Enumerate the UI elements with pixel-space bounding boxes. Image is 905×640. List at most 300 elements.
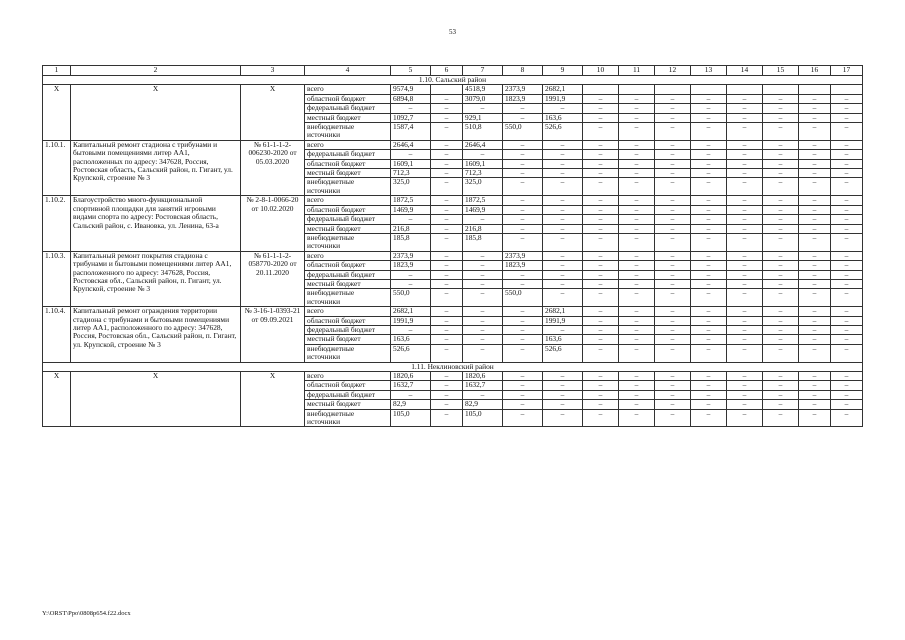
amount-cell: – bbox=[655, 233, 691, 251]
amount-cell: – bbox=[727, 215, 763, 224]
item-number: 1.10.3. bbox=[43, 251, 71, 306]
amount-cell: – bbox=[799, 400, 831, 409]
amount-cell: – bbox=[799, 215, 831, 224]
amount-cell: – bbox=[619, 307, 655, 316]
amount-cell: 82,9 bbox=[463, 400, 503, 409]
amount-cell: – bbox=[503, 196, 543, 205]
amount-cell: – bbox=[655, 381, 691, 390]
amount-cell: – bbox=[691, 381, 727, 390]
amount-cell: – bbox=[799, 289, 831, 307]
amount-cell: – bbox=[619, 178, 655, 196]
amount-cell: – bbox=[763, 316, 799, 325]
amount-cell: – bbox=[583, 335, 619, 344]
amount-cell: – bbox=[831, 215, 863, 224]
amount-cell: – bbox=[799, 261, 831, 270]
amount-cell: – bbox=[831, 169, 863, 178]
item-number: X bbox=[43, 372, 71, 427]
amount-cell: – bbox=[799, 104, 831, 113]
amount-cell: – bbox=[463, 261, 503, 270]
amount-cell: 929,1 bbox=[463, 113, 503, 122]
object-name: Капитальный ремонт стадиона с трибунами и бытовыми помещениями литер АА1, расположенных по адресу: 347628, Россия, Ростовская область, Сальский район, п. Гигант, ул. Крупской, строение № 3 bbox=[71, 140, 241, 195]
amount-cell: – bbox=[463, 104, 503, 113]
amount-cell: – bbox=[691, 159, 727, 168]
amount-cell: – bbox=[583, 381, 619, 390]
amount-cell: – bbox=[831, 123, 863, 141]
amount-cell: – bbox=[831, 400, 863, 409]
amount-cell: – bbox=[655, 140, 691, 149]
section-title: 1.11. Неклиновский район bbox=[43, 362, 863, 371]
amount-cell: – bbox=[799, 205, 831, 214]
amount-cell: 325,0 bbox=[391, 178, 431, 196]
table-row bbox=[43, 307, 863, 316]
amount-cell: – bbox=[727, 224, 763, 233]
amount-cell: – bbox=[691, 233, 727, 251]
amount-cell: – bbox=[619, 335, 655, 344]
funding-source: федеральный бюджет bbox=[305, 150, 391, 159]
funding-source: федеральный бюджет bbox=[305, 325, 391, 334]
amount-cell: – bbox=[831, 261, 863, 270]
amount-cell: – bbox=[583, 251, 619, 260]
amount-cell: – bbox=[431, 307, 463, 316]
amount-cell: 1823,9 bbox=[503, 261, 543, 270]
amount-cell: – bbox=[831, 381, 863, 390]
amount-cell: – bbox=[619, 289, 655, 307]
expertise-document: № 3-16-1-0393-21 от 09.09.2021 bbox=[241, 307, 305, 362]
amount-cell: 163,6 bbox=[543, 113, 583, 122]
amount-cell: – bbox=[655, 261, 691, 270]
amount-cell: 1092,7 bbox=[391, 113, 431, 122]
amount-cell: – bbox=[727, 400, 763, 409]
amount-cell: – bbox=[799, 390, 831, 399]
funding-source: всего bbox=[305, 307, 391, 316]
amount-cell: 1609,1 bbox=[463, 159, 503, 168]
amount-cell: – bbox=[583, 289, 619, 307]
amount-cell: – bbox=[691, 104, 727, 113]
amount-cell: – bbox=[431, 289, 463, 307]
section-title: 1.10. Сальский район bbox=[43, 76, 863, 85]
file-path-footer: Y:\ORST\Ppo\0808p654.f22.docx bbox=[42, 610, 131, 617]
amount-cell: – bbox=[503, 233, 543, 251]
amount-cell: – bbox=[691, 390, 727, 399]
amount-cell: – bbox=[619, 261, 655, 270]
amount-cell: – bbox=[655, 251, 691, 260]
amount-cell: – bbox=[727, 140, 763, 149]
amount-cell: – bbox=[619, 381, 655, 390]
amount-cell: – bbox=[727, 372, 763, 381]
amount-cell: 1632,7 bbox=[391, 381, 431, 390]
amount-cell: 105,0 bbox=[463, 409, 503, 427]
amount-cell bbox=[727, 85, 763, 94]
amount-cell: – bbox=[727, 325, 763, 334]
amount-cell: – bbox=[463, 279, 503, 288]
amount-cell: 3079,0 bbox=[463, 94, 503, 103]
expertise-document: X bbox=[241, 85, 305, 140]
amount-cell: – bbox=[727, 104, 763, 113]
amount-cell bbox=[763, 85, 799, 94]
amount-cell bbox=[619, 85, 655, 94]
amount-cell: – bbox=[431, 169, 463, 178]
amount-cell: 712,3 bbox=[463, 169, 503, 178]
amount-cell: – bbox=[727, 316, 763, 325]
amount-cell: – bbox=[431, 159, 463, 168]
amount-cell: – bbox=[763, 224, 799, 233]
column-number: 9 bbox=[543, 66, 583, 76]
amount-cell: 1991,9 bbox=[391, 316, 431, 325]
amount-cell: – bbox=[727, 390, 763, 399]
column-number: 3 bbox=[241, 66, 305, 76]
amount-cell: 185,8 bbox=[463, 233, 503, 251]
amount-cell: – bbox=[763, 233, 799, 251]
amount-cell: – bbox=[503, 113, 543, 122]
amount-cell: 163,6 bbox=[543, 335, 583, 344]
amount-cell: – bbox=[799, 409, 831, 427]
item-number: X bbox=[43, 85, 71, 140]
funding-source: внебюджетные источники bbox=[305, 123, 391, 141]
expertise-document: № 61-1-1-2-006230-2020 от 05.03.2020 bbox=[241, 140, 305, 195]
amount-cell: – bbox=[799, 372, 831, 381]
amount-cell: – bbox=[799, 196, 831, 205]
amount-cell: – bbox=[619, 123, 655, 141]
amount-cell: – bbox=[727, 409, 763, 427]
column-number: 4 bbox=[305, 66, 391, 76]
column-number: 17 bbox=[831, 66, 863, 76]
amount-cell: – bbox=[727, 205, 763, 214]
amount-cell: – bbox=[583, 140, 619, 149]
amount-cell: – bbox=[619, 279, 655, 288]
amount-cell: – bbox=[431, 251, 463, 260]
amount-cell: 526,6 bbox=[543, 344, 583, 362]
amount-cell: – bbox=[391, 104, 431, 113]
amount-cell: 550,0 bbox=[503, 123, 543, 141]
funding-source: всего bbox=[305, 372, 391, 381]
amount-cell: – bbox=[691, 150, 727, 159]
amount-cell: – bbox=[503, 335, 543, 344]
amount-cell: – bbox=[655, 270, 691, 279]
amount-cell: 1872,5 bbox=[391, 196, 431, 205]
amount-cell: 185,8 bbox=[391, 233, 431, 251]
amount-cell: 2682,1 bbox=[543, 85, 583, 94]
financing-table bbox=[42, 65, 863, 427]
amount-cell: – bbox=[391, 325, 431, 334]
amount-cell: – bbox=[543, 104, 583, 113]
amount-cell: – bbox=[583, 215, 619, 224]
amount-cell: – bbox=[619, 205, 655, 214]
amount-cell: – bbox=[831, 159, 863, 168]
amount-cell: – bbox=[691, 400, 727, 409]
amount-cell: – bbox=[763, 104, 799, 113]
amount-cell: – bbox=[543, 390, 583, 399]
amount-cell: – bbox=[799, 178, 831, 196]
column-number: 13 bbox=[691, 66, 727, 76]
amount-cell: – bbox=[503, 279, 543, 288]
amount-cell: – bbox=[619, 409, 655, 427]
amount-cell: – bbox=[727, 307, 763, 316]
amount-cell: – bbox=[691, 279, 727, 288]
amount-cell: – bbox=[799, 316, 831, 325]
funding-source: внебюджетные источники bbox=[305, 289, 391, 307]
amount-cell: – bbox=[727, 344, 763, 362]
amount-cell: – bbox=[727, 251, 763, 260]
amount-cell: – bbox=[691, 270, 727, 279]
column-number: 12 bbox=[655, 66, 691, 76]
amount-cell: – bbox=[431, 196, 463, 205]
amount-cell: – bbox=[691, 261, 727, 270]
amount-cell: – bbox=[831, 409, 863, 427]
amount-cell: – bbox=[655, 409, 691, 427]
amount-cell: – bbox=[583, 261, 619, 270]
amount-cell: – bbox=[583, 113, 619, 122]
amount-cell: – bbox=[583, 205, 619, 214]
amount-cell: 1991,9 bbox=[543, 316, 583, 325]
amount-cell: – bbox=[727, 289, 763, 307]
amount-cell: – bbox=[691, 169, 727, 178]
amount-cell: – bbox=[583, 150, 619, 159]
amount-cell: – bbox=[655, 196, 691, 205]
amount-cell: 216,8 bbox=[391, 224, 431, 233]
amount-cell: – bbox=[619, 196, 655, 205]
amount-cell: – bbox=[431, 104, 463, 113]
amount-cell: – bbox=[691, 140, 727, 149]
amount-cell: – bbox=[583, 224, 619, 233]
amount-cell: – bbox=[431, 344, 463, 362]
object-name: Капитальный ремонт ограждения территории стадиона с трибунами и бытовыми помещениями литер АА1, расположенного по адресу: 347628, Россия, Ростовская обл., Сальский район, п. Гигант, ул. Крупской, строение № 3 bbox=[71, 307, 241, 362]
amount-cell: 4518,9 bbox=[463, 85, 503, 94]
amount-cell: – bbox=[831, 344, 863, 362]
amount-cell: – bbox=[619, 159, 655, 168]
column-number: 2 bbox=[71, 66, 241, 76]
amount-cell: – bbox=[799, 140, 831, 149]
amount-cell: – bbox=[763, 390, 799, 399]
amount-cell: – bbox=[583, 307, 619, 316]
amount-cell: – bbox=[583, 178, 619, 196]
table-row bbox=[43, 140, 863, 149]
amount-cell: – bbox=[655, 224, 691, 233]
amount-cell: – bbox=[463, 270, 503, 279]
amount-cell: – bbox=[503, 325, 543, 334]
amount-cell: – bbox=[619, 140, 655, 149]
amount-cell: – bbox=[619, 390, 655, 399]
amount-cell: – bbox=[831, 307, 863, 316]
amount-cell: – bbox=[799, 94, 831, 103]
amount-cell: – bbox=[727, 113, 763, 122]
amount-cell: – bbox=[655, 325, 691, 334]
amount-cell: – bbox=[619, 169, 655, 178]
amount-cell: – bbox=[431, 261, 463, 270]
amount-cell: – bbox=[463, 335, 503, 344]
amount-cell: – bbox=[463, 325, 503, 334]
amount-cell: 526,6 bbox=[391, 344, 431, 362]
amount-cell: – bbox=[391, 215, 431, 224]
column-number: 11 bbox=[619, 66, 655, 76]
amount-cell: – bbox=[431, 94, 463, 103]
amount-cell: – bbox=[727, 270, 763, 279]
column-number: 15 bbox=[763, 66, 799, 76]
amount-cell: 2646,4 bbox=[391, 140, 431, 149]
amount-cell: – bbox=[799, 150, 831, 159]
amount-cell: – bbox=[583, 270, 619, 279]
amount-cell: – bbox=[655, 113, 691, 122]
amount-cell: 1820,6 bbox=[463, 372, 503, 381]
item-number: 1.10.4. bbox=[43, 307, 71, 362]
amount-cell: – bbox=[831, 233, 863, 251]
amount-cell: 1820,6 bbox=[391, 372, 431, 381]
amount-cell bbox=[799, 85, 831, 94]
table-row bbox=[43, 251, 863, 260]
amount-cell bbox=[655, 85, 691, 94]
funding-source: местный бюджет bbox=[305, 169, 391, 178]
amount-cell: – bbox=[763, 344, 799, 362]
amount-cell: – bbox=[655, 344, 691, 362]
amount-cell: – bbox=[503, 344, 543, 362]
amount-cell: – bbox=[655, 178, 691, 196]
table-row bbox=[43, 372, 863, 381]
amount-cell: – bbox=[503, 316, 543, 325]
object-name: X bbox=[71, 85, 241, 140]
amount-cell: – bbox=[799, 233, 831, 251]
funding-source: внебюджетные источники bbox=[305, 409, 391, 427]
amount-cell: – bbox=[503, 409, 543, 427]
amount-cell: – bbox=[503, 372, 543, 381]
amount-cell: – bbox=[655, 316, 691, 325]
amount-cell: – bbox=[799, 113, 831, 122]
object-name: Благоустройство много-функциональной спортивной площадки для занятий игровыми видами спорта по адресу: Ростовская область, Сальский район, с. Ивановка, ул. Ленина, 63-а bbox=[71, 196, 241, 251]
amount-cell: – bbox=[763, 123, 799, 141]
amount-cell: – bbox=[727, 169, 763, 178]
amount-cell: – bbox=[691, 205, 727, 214]
amount-cell: – bbox=[583, 94, 619, 103]
amount-cell: – bbox=[763, 400, 799, 409]
item-number: 1.10.1. bbox=[43, 140, 71, 195]
amount-cell: – bbox=[691, 335, 727, 344]
amount-cell: – bbox=[727, 150, 763, 159]
amount-cell: 2682,1 bbox=[543, 307, 583, 316]
amount-cell: – bbox=[691, 196, 727, 205]
amount-cell: – bbox=[503, 307, 543, 316]
amount-cell: – bbox=[655, 390, 691, 399]
amount-cell: – bbox=[431, 325, 463, 334]
amount-cell: – bbox=[543, 215, 583, 224]
funding-source: федеральный бюджет bbox=[305, 390, 391, 399]
amount-cell: 6894,8 bbox=[391, 94, 431, 103]
amount-cell: – bbox=[503, 224, 543, 233]
amount-cell: – bbox=[543, 270, 583, 279]
amount-cell: 325,0 bbox=[463, 178, 503, 196]
amount-cell: – bbox=[543, 233, 583, 251]
amount-cell: – bbox=[691, 113, 727, 122]
amount-cell: – bbox=[503, 381, 543, 390]
amount-cell: – bbox=[583, 123, 619, 141]
amount-cell: – bbox=[619, 150, 655, 159]
amount-cell: – bbox=[431, 178, 463, 196]
amount-cell: – bbox=[583, 400, 619, 409]
amount-cell: – bbox=[655, 335, 691, 344]
amount-cell: 9574,9 bbox=[391, 85, 431, 94]
amount-cell: – bbox=[831, 178, 863, 196]
amount-cell: – bbox=[543, 196, 583, 205]
amount-cell: – bbox=[763, 372, 799, 381]
amount-cell: – bbox=[763, 94, 799, 103]
column-number: 10 bbox=[583, 66, 619, 76]
amount-cell: – bbox=[799, 335, 831, 344]
amount-cell: – bbox=[655, 205, 691, 214]
amount-cell: – bbox=[691, 372, 727, 381]
amount-cell: – bbox=[727, 159, 763, 168]
amount-cell: – bbox=[543, 381, 583, 390]
amount-cell: 2646,4 bbox=[463, 140, 503, 149]
amount-cell: – bbox=[655, 104, 691, 113]
amount-cell: – bbox=[799, 224, 831, 233]
amount-cell: – bbox=[691, 325, 727, 334]
amount-cell: – bbox=[763, 251, 799, 260]
amount-cell: – bbox=[831, 150, 863, 159]
amount-cell: – bbox=[431, 270, 463, 279]
section-header-row bbox=[43, 362, 863, 371]
amount-cell: – bbox=[503, 150, 543, 159]
amount-cell: – bbox=[763, 178, 799, 196]
amount-cell bbox=[431, 85, 463, 94]
amount-cell: 1587,4 bbox=[391, 123, 431, 141]
amount-cell: – bbox=[503, 140, 543, 149]
amount-cell: – bbox=[543, 400, 583, 409]
funding-source: федеральный бюджет bbox=[305, 215, 391, 224]
funding-source: местный бюджет bbox=[305, 400, 391, 409]
amount-cell: 1823,9 bbox=[391, 261, 431, 270]
amount-cell: 712,3 bbox=[391, 169, 431, 178]
amount-cell: – bbox=[799, 123, 831, 141]
funding-source: областной бюджет bbox=[305, 381, 391, 390]
amount-cell: – bbox=[431, 400, 463, 409]
amount-cell: – bbox=[727, 178, 763, 196]
amount-cell: – bbox=[543, 169, 583, 178]
amount-cell: – bbox=[763, 169, 799, 178]
amount-cell: 2373,9 bbox=[391, 251, 431, 260]
amount-cell: – bbox=[655, 307, 691, 316]
amount-cell: – bbox=[799, 169, 831, 178]
amount-cell: – bbox=[691, 215, 727, 224]
amount-cell: – bbox=[799, 381, 831, 390]
amount-cell: – bbox=[463, 150, 503, 159]
amount-cell: – bbox=[583, 372, 619, 381]
amount-cell: – bbox=[583, 169, 619, 178]
amount-cell: 2373,9 bbox=[503, 85, 543, 94]
amount-cell: – bbox=[727, 381, 763, 390]
amount-cell: – bbox=[543, 224, 583, 233]
amount-cell: – bbox=[543, 372, 583, 381]
amount-cell: – bbox=[727, 123, 763, 141]
amount-cell: – bbox=[763, 335, 799, 344]
amount-cell: – bbox=[431, 335, 463, 344]
amount-cell: 526,6 bbox=[543, 123, 583, 141]
amount-cell: – bbox=[619, 224, 655, 233]
amount-cell: – bbox=[655, 150, 691, 159]
funding-source: областной бюджет bbox=[305, 261, 391, 270]
amount-cell: – bbox=[691, 178, 727, 196]
amount-cell: – bbox=[543, 289, 583, 307]
amount-cell bbox=[691, 85, 727, 94]
expertise-document: № 61-1-1-2-058770-2020 от 20.11.2020 bbox=[241, 251, 305, 306]
amount-cell: – bbox=[831, 316, 863, 325]
amount-cell: – bbox=[619, 215, 655, 224]
page-number: 53 bbox=[449, 28, 456, 36]
amount-cell: – bbox=[655, 94, 691, 103]
amount-cell: – bbox=[619, 325, 655, 334]
amount-cell: – bbox=[831, 94, 863, 103]
amount-cell: – bbox=[691, 94, 727, 103]
amount-cell: – bbox=[831, 372, 863, 381]
amount-cell: – bbox=[543, 150, 583, 159]
amount-cell bbox=[583, 85, 619, 94]
amount-cell: – bbox=[619, 344, 655, 362]
